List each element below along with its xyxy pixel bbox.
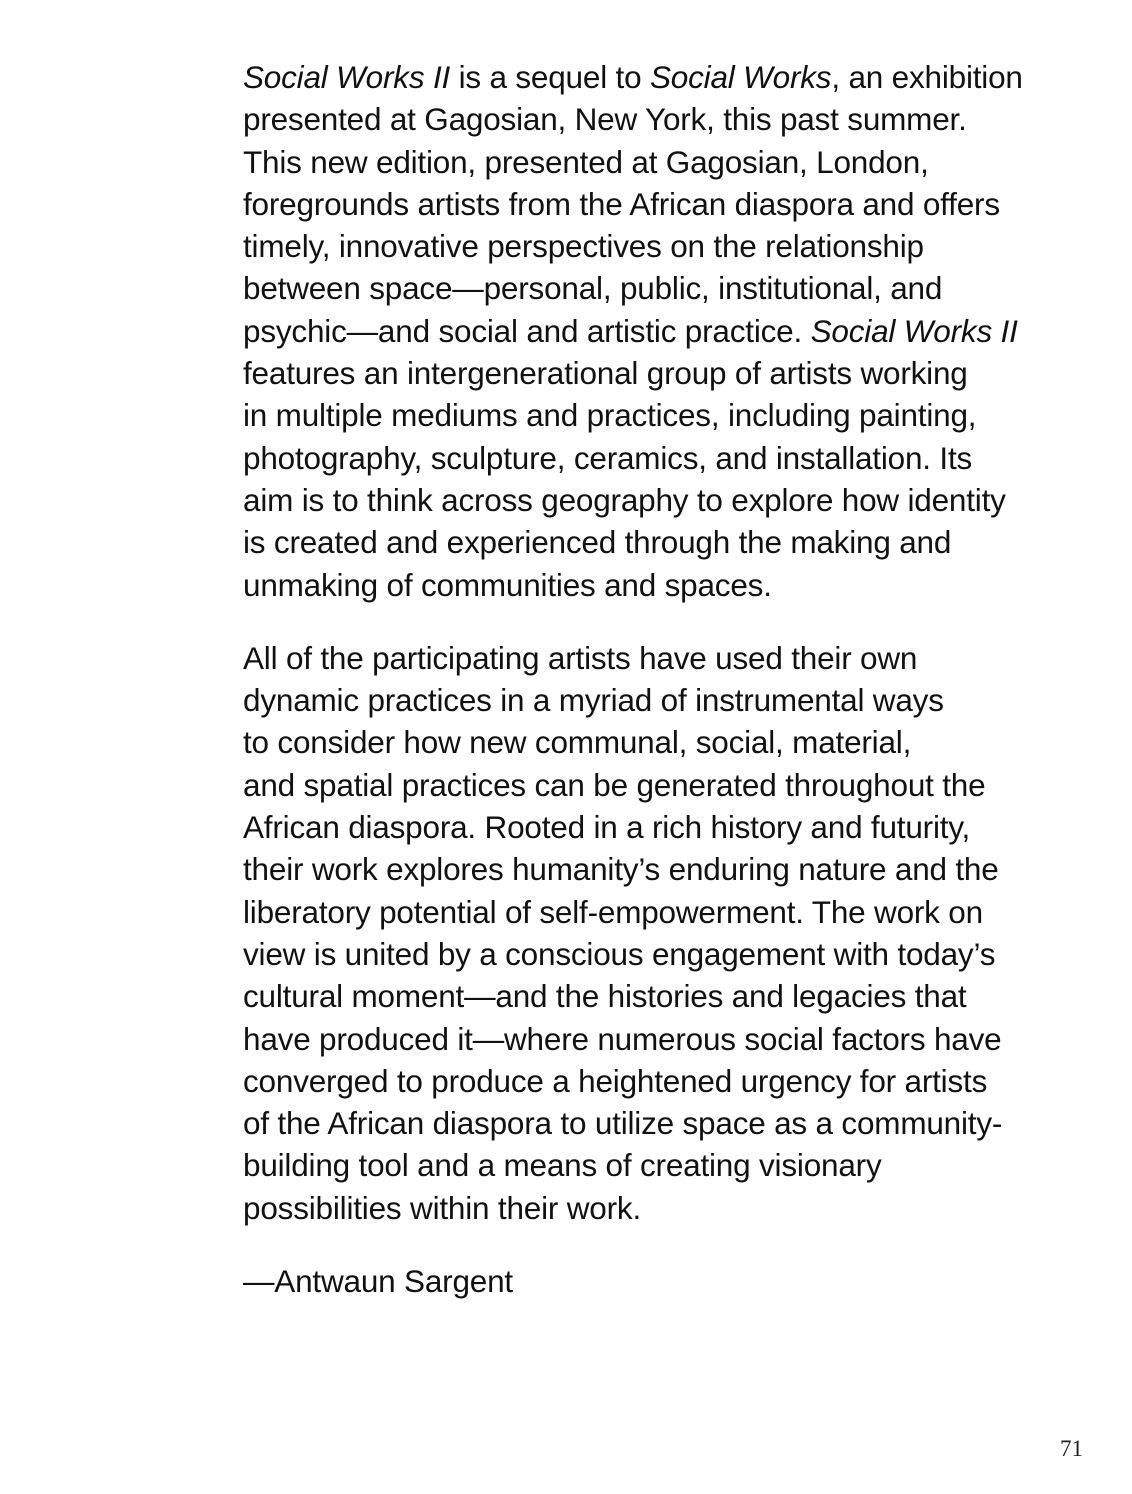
text-line: between space—personal, public, institutional, and <box>243 270 943 307</box>
text-line: in multiple mediums and practices, including painting, <box>243 397 977 434</box>
paragraphs-container <box>243 56 1093 1229</box>
text-line: their work explores humanity’s enduring nature and the <box>243 851 999 888</box>
text-line: timely, innovative perspectives on the relationship <box>243 228 924 265</box>
text-line: psychic—and social and artistic practice. Social Works II <box>243 312 1018 349</box>
text-line: cultural moment—and the histories and legacies that <box>243 978 967 1015</box>
text-line: have produced it—where numerous social factors have <box>243 1020 1002 1057</box>
text-line: dynamic practices in a myriad of instrumental ways <box>243 682 944 719</box>
text-line: view is united by a conscious engagement with today’s <box>243 935 996 972</box>
text-line: of the African diaspora to utilize space as a community- <box>243 1105 1003 1142</box>
text-line: features an intergenerational group of artists working <box>243 355 968 392</box>
text-line: foregrounds artists from the African diaspora and offers <box>243 185 1000 222</box>
text-line: and spatial practices can be generated throughout the <box>243 766 986 803</box>
text-line: Social Works II is a sequel to Social Works, an exhibition <box>243 59 1023 95</box>
text-line: aim is to think across geography to explore how identity <box>243 481 1006 518</box>
text-line: presented at Gagosian, New York, this past summer. <box>243 101 967 138</box>
paragraph <box>243 637 1093 1229</box>
text-line: liberatory potential of self-empowerment. The work on <box>243 893 983 930</box>
text-line: African diaspora. Rooted in a rich history and futurity, <box>243 809 971 846</box>
text-line: unmaking of communities and spaces. <box>243 566 772 603</box>
author-attribution: —Antwaun Sargent <box>243 1263 513 1300</box>
text-line: to consider how new communal, social, material, <box>243 724 912 761</box>
text-line: is created and experienced through the making and <box>243 524 952 561</box>
text-line: All of the participating artists have used their own <box>243 639 918 676</box>
body-text <box>243 56 1093 1333</box>
text-line: This new edition, presented at Gagosian, London, <box>243 143 929 180</box>
paragraph <box>243 56 1093 606</box>
page-number: 71 <box>1060 1436 1083 1461</box>
text-line: converged to produce a heightened urgency for artists <box>243 1062 988 1099</box>
text-line: building tool and a means of creating visionary <box>243 1147 882 1184</box>
text-line: possibilities within their work. <box>243 1189 641 1226</box>
text-line: photography, sculpture, ceramics, and installation. Its <box>243 439 973 476</box>
